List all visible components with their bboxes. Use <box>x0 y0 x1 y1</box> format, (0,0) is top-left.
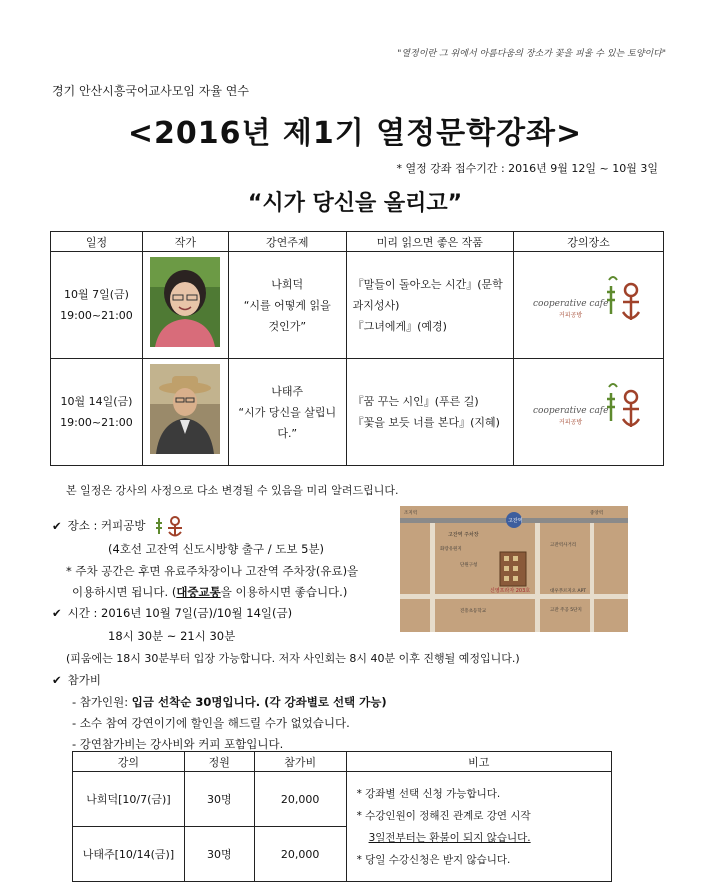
fee-capacity <box>72 694 387 710</box>
check-icon: ✔ <box>52 673 62 687</box>
date: 10월 14일(금) <box>60 395 133 408</box>
cafe-logo-small <box>153 514 185 538</box>
lecture-series-title: “시가 당신을 올리고” <box>247 191 463 216</box>
fee-discount: - 소수 참여 강연이기에 할인을 해드릴 수가 없었습니다. <box>72 716 350 730</box>
organizer: 경기 안산시흥국어교사모임 자율 연수 <box>52 84 249 98</box>
col-works: 미리 읽으면 좋은 작품 <box>346 232 514 252</box>
parking-note-2 <box>72 584 347 600</box>
map-label: 고잔역사거리 <box>550 543 577 548</box>
table-row <box>51 359 664 466</box>
map-label: 진흥초등학교 <box>460 609 487 614</box>
lecture-cell: 나희덕[10/7(금)] <box>73 772 185 827</box>
capacity-cell: 30명 <box>184 772 254 827</box>
check-icon: ✔ <box>52 518 62 533</box>
col-topic: 강연주제 <box>228 232 346 252</box>
table-row <box>51 252 664 359</box>
check-icon: ✔ <box>52 606 62 620</box>
remark: * 수강인원이 정해진 관계로 강연 시작 <box>356 809 531 822</box>
venue-caption: cooperative cafe <box>532 405 608 416</box>
venue-sub: 커피공방 <box>558 418 582 426</box>
fee-capacity-bold: 입금 선착순 30명입니다. (각 강좌별로 선택 가능) <box>131 695 387 709</box>
recommended-work: 『꽃을 보듯 너를 본다』(지혜) <box>352 416 500 429</box>
col-venue: 강의장소 <box>514 232 664 252</box>
lecture-cell: 나태주[10/14(금)] <box>73 827 185 882</box>
place-label: 장소 : 커피공방 <box>67 518 146 533</box>
recommended-work: 『말들이 돌아오는 시간』(문학과지성사) <box>352 277 503 312</box>
topic-cell <box>228 359 346 466</box>
time-line <box>52 605 292 621</box>
fee-table <box>72 751 612 882</box>
page-title: <2016년 제1기 열정문학강좌> <box>127 116 583 151</box>
col-date: 일정 <box>51 232 143 252</box>
parking-note: * 주차 공간은 후면 유료주차장이나 고잔역 주차장(유료)을 <box>66 564 359 578</box>
schedule-header-row <box>51 232 664 252</box>
recommended-work: 『그녀에게』(예경) <box>352 319 447 333</box>
map-label: 고잔 주공 5단지 <box>550 608 582 613</box>
col-remarks: 비고 <box>346 752 611 772</box>
time: 19:00~21:00 <box>60 309 133 322</box>
col-author: 작가 <box>142 232 228 252</box>
place-line <box>52 514 185 538</box>
time: 19:00~21:00 <box>60 416 133 429</box>
schedule-notice: 본 일정은 강사의 사정으로 다소 변경될 수 있음을 미리 알려드립니다. <box>66 484 399 497</box>
map-label: 조지역 <box>404 511 418 516</box>
col-lecture: 강의 <box>73 752 185 772</box>
author-name: 나희덕 <box>271 277 304 291</box>
fee-includes: - 강연참가비는 강사비와 커피 포함입니다. <box>72 737 284 751</box>
topic-cell <box>228 252 346 359</box>
remark: 3일전부터는 환불이 되지 않습니다. <box>368 831 531 844</box>
author-photo <box>150 364 220 454</box>
map-station: 고잔역 <box>508 518 523 524</box>
remarks-cell <box>346 772 611 882</box>
cafe-logo <box>529 270 649 334</box>
price-cell: 20,000 <box>254 772 346 827</box>
time-range: 18시 30분 ~ 21시 30분 <box>108 629 236 643</box>
price-cell: 20,000 <box>254 827 346 882</box>
remark: * 당일 수강신청은 받지 않습니다. <box>356 853 511 866</box>
col-price: 참가비 <box>254 752 346 772</box>
parking-text: 을 이용하시면 좋습니다.) <box>220 585 348 599</box>
map-label: 화랑유원지 <box>440 547 462 552</box>
venue-sub: 커피공방 <box>558 311 582 319</box>
date-cell <box>51 252 143 359</box>
motto-quote: "열정이란 그 위에서 아름다움의 장소가 꽃을 피울 수 있는 토양이다" <box>397 49 666 59</box>
map-parking: 고잔역 주차장 <box>448 532 479 538</box>
fee-line <box>52 672 101 688</box>
date-cell <box>51 359 143 466</box>
parking-text: 이용하시면 됩니다. ( <box>72 585 177 599</box>
registration-period: * 열정 강좌 접수기간 : 2016년 9월 12일 ~ 10월 3일 <box>396 162 658 175</box>
author-photo <box>150 257 220 347</box>
map-label: 단원구청 <box>460 563 478 568</box>
works-cell <box>346 359 514 466</box>
venue-caption: cooperative cafe <box>532 298 608 309</box>
cafe-logo <box>529 377 649 441</box>
author-name: 나태주 <box>271 384 304 398</box>
map-label: 중앙역 <box>590 511 604 516</box>
capacity-cell: 30명 <box>184 827 254 882</box>
author-photo-cell <box>142 252 228 359</box>
lecture-topic: “시가 당신을 살립니다.” <box>238 405 337 440</box>
fee-text: - 참가인원: <box>72 695 132 709</box>
public-transport: 대중교통 <box>176 585 221 599</box>
map-cafe-label: 신영프라자 203호 <box>490 588 531 594</box>
schedule-table <box>50 231 664 466</box>
venue-cell <box>514 359 664 466</box>
entry-note: (피움에는 18시 30분부터 입장 가능합니다. 저자 사인회는 8시 40분 이후 진행될 예정입니다.) <box>66 652 520 665</box>
fee-header-row <box>73 752 612 772</box>
author-photo-cell <box>142 359 228 466</box>
recommended-work: 『꿈 꾸는 시인』(푸른 길) <box>352 395 479 408</box>
table-row <box>73 772 612 827</box>
venue-cell <box>514 252 664 359</box>
col-capacity: 정원 <box>184 752 254 772</box>
date: 10월 7일(금) <box>63 288 129 301</box>
remark: * 강좌별 선택 신청 가능합니다. <box>356 787 501 800</box>
lecture-topic: “시를 어떻게 읽을 것인가” <box>243 298 331 333</box>
place-detail: (4호선 고잔역 신도시방향 출구 / 도보 5분) <box>108 542 325 556</box>
works-cell <box>346 252 514 359</box>
fee-label: 참가비 <box>67 673 101 687</box>
location-map <box>400 506 628 632</box>
map-label: 대우푸르지오 APT <box>550 589 587 594</box>
time-label: 시간 : 2016년 10월 7일(금)/10월 14일(금) <box>67 606 293 620</box>
